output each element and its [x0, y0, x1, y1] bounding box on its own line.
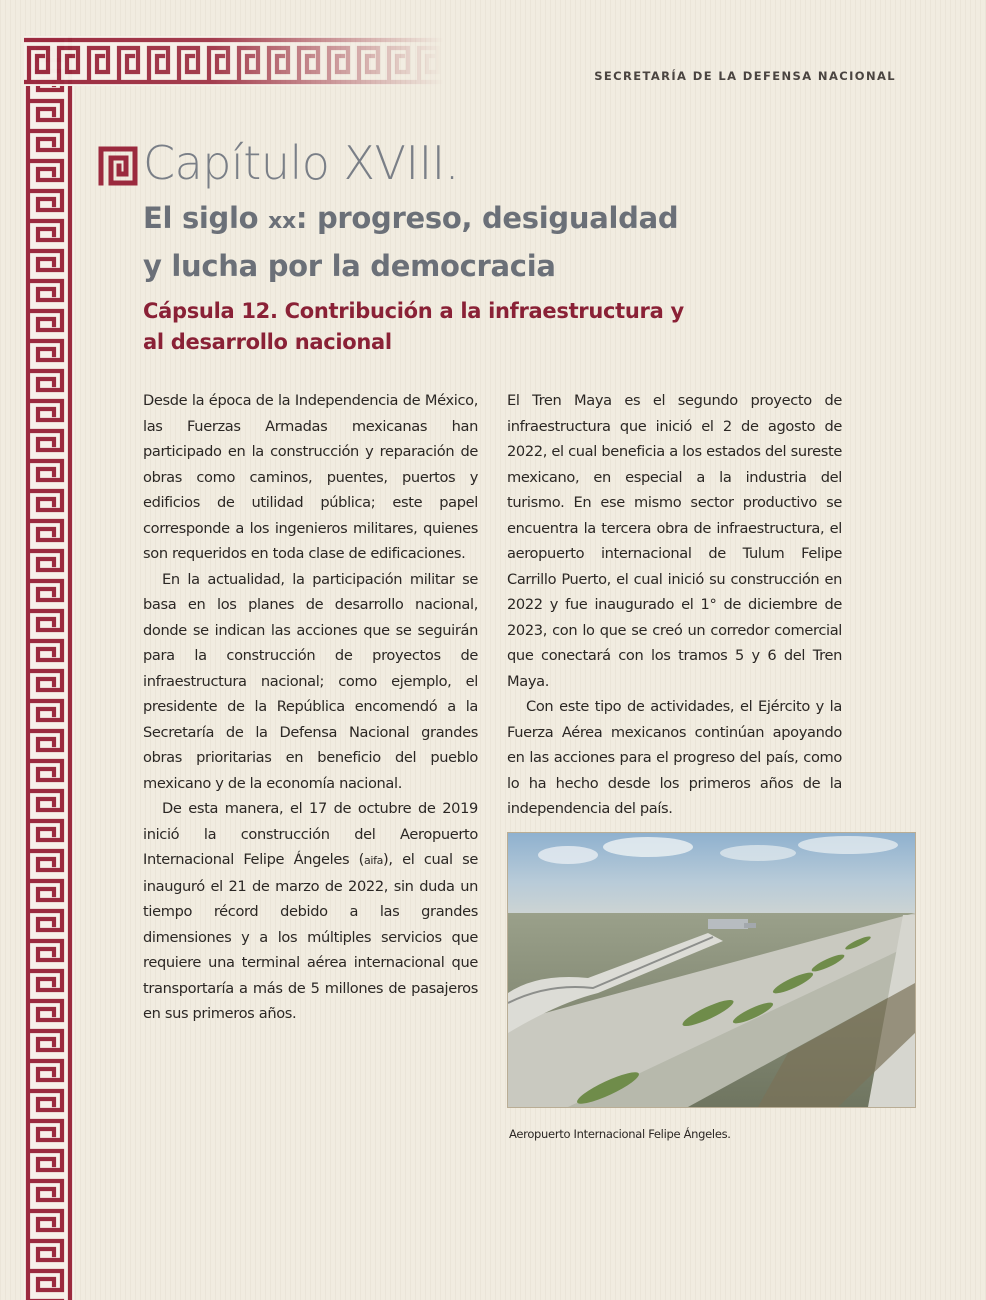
photo-caption: Aeropuerto Internacional Felipe Ángeles. — [509, 1127, 731, 1141]
paragraph: Desde la época de la Independencia de México, las Fuerzas Armadas mexicanas han participado en la construcción y reparación de obras como caminos, puentes, puertos y edificios de utilidad pública; este papel corresponde a los ingenieros militares, quienes son requeridos en toda clase de edificaciones. — [143, 392, 478, 562]
capsule-heading: Cápsula 12. Contribución a la infraestructura y al desarrollo nacional — [143, 299, 684, 354]
subtitle-century: xx — [268, 209, 296, 234]
greek-fret-border-horizontal — [24, 36, 444, 86]
running-header: SECRETARÍA DE LA DEFENSA NACIONAL — [594, 69, 896, 83]
paragraph — [143, 796, 478, 1027]
acronym: aifa — [364, 854, 384, 867]
subtitle-part-2: : progreso, desigualdad y lucha por la democracia — [143, 201, 679, 283]
airport-aerial-image — [508, 833, 915, 1107]
greek-fret-border-vertical — [24, 36, 74, 1300]
paragraph: El Tren Maya es el segundo proyecto de infraestructura que inició el 2 de agosto de 2022, el cual beneficia a los estados del sureste mexicano, en especial a la industria del turismo. En ese mismo sector productivo se encuentra la tercera obra de infraestructura, el aeropuerto internacional de Tulum Felipe Carrillo Puerto, el cual inició su construcción en 2022 y fue inaugurado el 1° de diciembre de 2023, con lo que se creó un corredor comercial que conectará con los tramos 5 y 6 del Tren Maya. — [507, 392, 842, 690]
greek-fret-icon — [98, 146, 138, 186]
paragraph: En la actualidad, la participación militar se basa en los planes de desarrollo nacional, donde se indican las acciones que se seguirán para la construcción de proyectos de infraestructura nacional; como ejemplo, el presidente de la República encomendó a la Secretaría de la Defensa Nacional grandes obras prioritarias en beneficio del pueblo mexicano y de la economía nacional. — [143, 570, 478, 792]
chapter-subtitle — [143, 196, 703, 288]
subtitle-part-1: El siglo — [143, 201, 269, 235]
paragraph: Con este tipo de actividades, el Ejército y la Fuerza Aérea mexicanos continúan apoyando en las acciones para el progreso del país, como lo ha hecho desde los primeros años de la independencia del país. — [507, 698, 842, 817]
body-column-right — [507, 388, 842, 822]
body-column-left — [143, 388, 478, 1027]
paragraph-text: De esta manera, el 17 de octubre de 2019 inició la construcción del Aeropuerto Internacional Felipe Ángeles ( — [143, 800, 478, 868]
paragraph-text: ), el cual se inauguró el 21 de marzo de 2022, sin duda un tiempo récord debido a las grandes dimensiones y a los múltiples servicios que requiere una terminal aérea internacional que transportaría a más de 5 millones de pasajeros en sus primeros años. — [143, 851, 478, 1022]
airport-photo — [507, 832, 916, 1108]
chapter-title: Capítulo XVIII. — [143, 136, 459, 190]
